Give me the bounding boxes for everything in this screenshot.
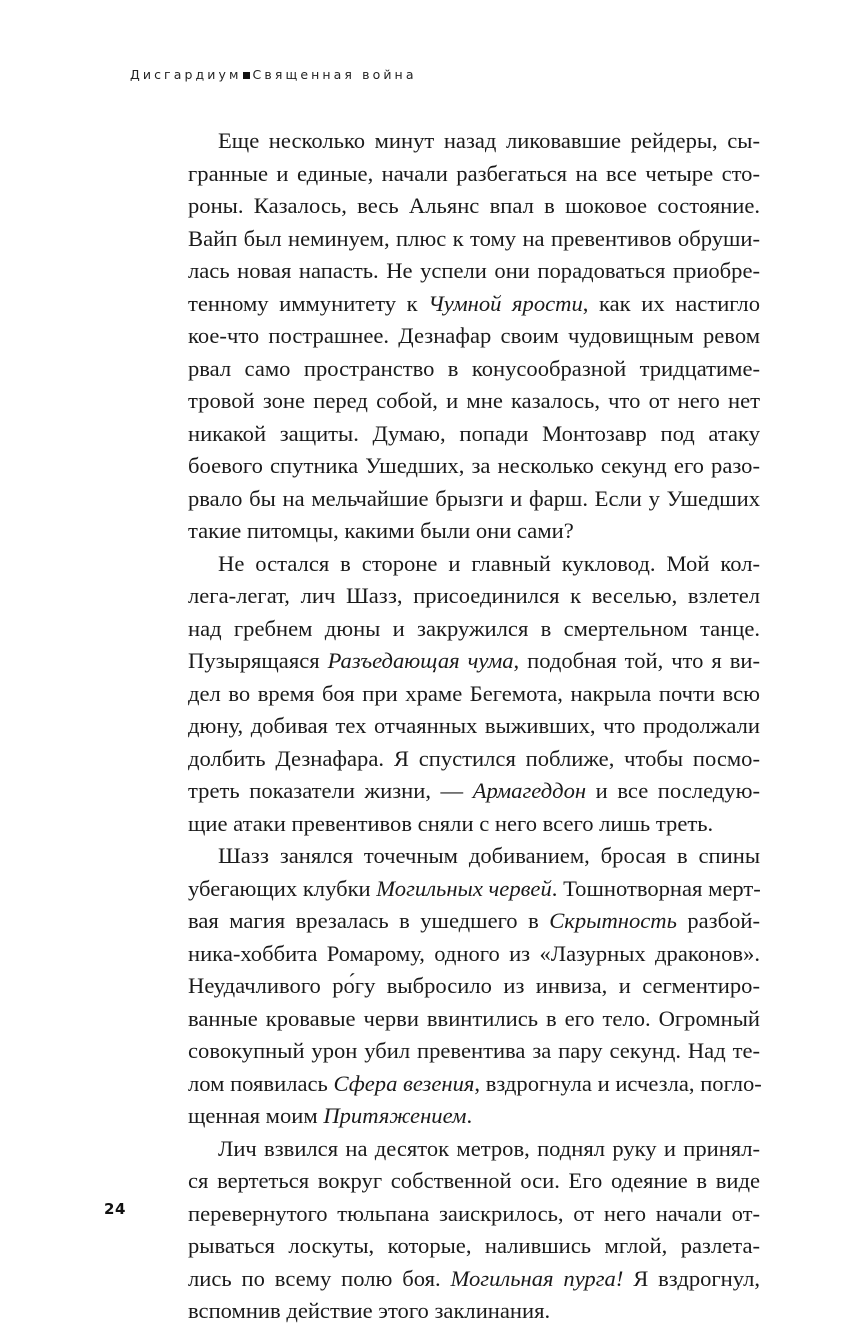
text-line [188,450,760,483]
text-run: боевого спутника Ушедших, за несколько секунд его разо- [188,453,760,478]
text-run: Лич взвился на десяток метров, поднял руку и принял- [218,1135,760,1161]
text-line [218,125,760,158]
text-line [188,385,760,418]
text-line [188,255,760,288]
running-header [130,66,417,84]
text-run: , подобная той, что я ви- [513,648,761,673]
text-line [218,548,760,581]
text-line [188,1003,760,1036]
text-line [188,743,760,776]
text-run: . Тошнотворная мерт- [551,875,761,901]
text-line [188,808,760,841]
italic-term: Армагеддон [472,778,587,803]
text-line [188,223,760,256]
text-run: Еще несколько минут назад ликовавшие рейдеры, сы- [218,128,760,153]
text-line [188,613,760,646]
header-separator-square [243,72,250,79]
text-line [188,515,760,548]
text-line [188,873,760,906]
text-line [188,1100,760,1133]
text-run: рвал само пространство в конусообразной тридцатиме- [188,355,760,381]
italic-term: Скрытность [549,908,677,933]
text-line [188,1295,760,1328]
text-line [188,710,760,743]
text-line [188,483,760,516]
text-run: ся вертеться вокруг собственной оси. Его одеяние в виде [188,1168,760,1193]
text-run: убегающих клубки [188,875,377,901]
text-run: . [466,1103,473,1128]
text-line [188,645,760,678]
text-run: треть показатели жизни, — [188,778,473,803]
text-run: , вздрогнула и исчезла, погло- [474,1070,762,1096]
text-line [188,938,760,971]
text-line [188,1263,760,1296]
text-line [188,1230,760,1263]
text-line [188,970,760,1003]
text-run: лега-легат, лич Шазз, присоединился к веселью, взлетел [188,583,760,608]
body-text [188,125,760,1328]
text-run: лись по всему полю боя. [188,1265,451,1291]
text-line [188,288,760,321]
text-run: над гребнем дюны и закружился в смертельном танце. [188,615,760,641]
text-line [188,418,760,451]
text-run: гранные и единые, начали разбегаться на все четыре сто- [188,160,760,186]
text-run: тровой зоне перед собой, и мне казалось, что от него нет [188,388,760,413]
text-line [188,353,760,386]
text-run: и все последую- [586,778,760,803]
text-run: ванные кровавые черви ввинтились в его тело. Огромный [188,1005,760,1031]
book-title: Священная война [252,67,417,82]
text-run: Неудачливого ро́гу выбросило из инвиза, и сегментиро- [188,973,760,998]
text-line [188,905,760,938]
text-run: разбой- [676,908,761,933]
text-run: Вайп был неминуем, плюс к тому на превентивов обруши- [188,225,760,251]
italic-term: Притяжением [323,1103,467,1128]
italic-term: Могильная пурга! [450,1265,624,1291]
text-line [188,158,760,191]
text-run: Не остался в стороне и главный кукловод. Мой кол- [218,550,760,576]
text-run: вая магия врезалась в ушедшего в [188,908,550,933]
text-run: Я вздрогнул, [623,1265,760,1291]
text-run: лась новая напасть. Не успели они порадоваться приобре- [188,258,760,283]
text-run: дел во время боя при храме Бегемота, накрыла почти всю [188,680,760,706]
text-line [218,1133,760,1166]
text-run: никакой защиты. Думаю, попади Монтозавр под атаку [188,420,760,446]
text-line [188,1035,760,1068]
text-line [188,775,760,808]
text-line [188,678,760,711]
book-series-title: Дисгардиум [130,67,242,82]
text-run: тенному иммунитету к [188,290,429,316]
text-run: лом появилась [188,1070,334,1096]
text-run: рвало бы на мельчайшие брызги и фарш. Если у Ушедших [188,485,760,511]
text-run: перевернутого тюльпана заискрилось, от него начали от- [188,1200,760,1226]
text-run: рываться лоскуты, которые, налившись мглой, разлета- [188,1233,760,1258]
italic-term: Чумной ярости [428,290,583,316]
text-run: роны. Казалось, весь Альянс впал в шоковое состояние. [188,193,760,218]
text-run: вспомнив действие этого заклинания. [188,1298,551,1323]
text-run: долбить Дезнафара. Я спустился поближе, чтобы посмо- [188,745,760,771]
text-run: щенная моим [188,1103,324,1128]
text-line [188,1068,760,1101]
italic-term: Могильных червей [376,875,552,901]
text-run: кое-что пострашнее. Дезнафар своим чудовищным ревом [188,323,760,348]
text-run: Шазз занялся точечным добиванием, бросая в спины [218,843,760,868]
text-line [188,1165,760,1198]
text-line [188,190,760,223]
text-run: совокупный урон убил превентива за пару секунд. Над те- [188,1038,760,1063]
italic-term: Сфера везения [333,1070,475,1096]
text-run: Пузырящаяся [188,648,328,673]
text-line [188,1198,760,1231]
text-run: щие атаки превентивов сняли с него всего лишь треть. [188,810,714,836]
text-run: такие питомцы, какими были они сами? [188,518,574,543]
text-line [218,840,760,873]
text-line [188,580,760,613]
text-run: , как их настигло [582,290,760,316]
page-number: 24 [104,1200,127,1218]
italic-term: Разъедающая чума [327,648,514,673]
text-line [188,320,760,353]
text-run: ника-хоббита Ромарому, одного из «Лазурных драконов». [188,940,760,966]
text-run: дюну, добивая тех отчаянных выживших, что продолжали [188,713,760,738]
